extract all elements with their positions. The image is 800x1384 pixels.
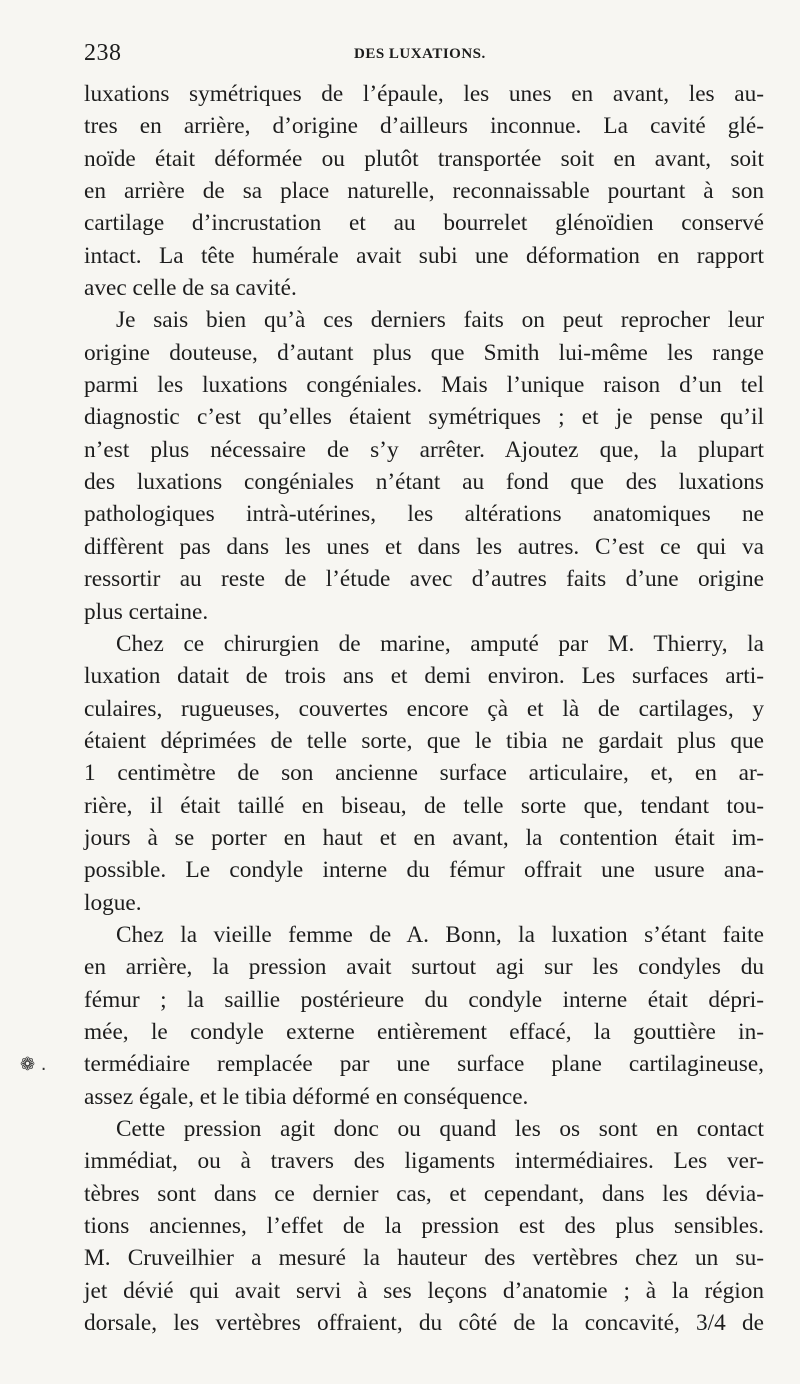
- text-line: assez égale, et le tibia déformé en conséquence.: [84, 1083, 529, 1110]
- text-line: en arrière, la pression avait surtout agi sur les condyles du: [84, 954, 764, 981]
- margin-mark-icon: ❁ .: [20, 1054, 47, 1075]
- text-line: cartilage d’incrustation et au bourrelet glénoïdien conservé: [84, 210, 764, 237]
- page-number: 238: [84, 40, 122, 66]
- text-line: Je sais bien qu’à ces derniers faits on peut reprocher leur: [116, 307, 764, 334]
- text-line: Cette pression agit donc ou quand les os sont en contact: [116, 1116, 764, 1142]
- text-line: immédiat, ou à travers des ligaments intermédiaires. Les ver-: [84, 1148, 764, 1175]
- text-line: pathologiques intrà-utérines, les altérations anatomiques ne: [84, 501, 764, 528]
- text-line: M. Cruveilhier a mesuré la hauteur des vertèbres chez un su-: [84, 1245, 764, 1272]
- text-line: étaient déprimées de telle sorte, que le tibia ne gardait plus que: [84, 727, 764, 754]
- text-line: jours à se porter en haut et en avant, la contention était im-: [84, 824, 764, 851]
- text-line: intact. La tête humérale avait subi une déformation en rapport: [84, 242, 764, 269]
- text-line: mée, le condyle externe entièrement effacé, la gouttière in-: [84, 1018, 764, 1045]
- text-line: 1 centimètre de son ancienne surface articulaire, et, en ar-: [84, 760, 764, 787]
- text-line: Chez ce chirurgien de marine, amputé par M. Thierry, la: [116, 630, 764, 657]
- text-line: n’est plus nécessaire de s’y arrêter. Ajoutez que, la plupart: [84, 436, 764, 463]
- text-line: termédiaire remplacée par une surface plane cartilagineuse,: [84, 1051, 764, 1078]
- text-line: luxations symétriques de l’épaule, les unes en avant, les au-: [84, 81, 764, 107]
- text-line: plus certaine.: [84, 598, 209, 625]
- text-line: tres en arrière, d’origine d’ailleurs inconnue. La cavité glé-: [84, 113, 764, 140]
- text-line: avec celle de sa cavité.: [84, 275, 297, 302]
- text-line: tèbres sont dans ce dernier cas, et cependant, dans les dévia-: [84, 1180, 764, 1207]
- text-line: rière, il était taillé en biseau, de telle sorte que, tendant tou-: [84, 792, 764, 819]
- text-line: diagnostic c’est qu’elles étaient symétriques ; et je pense qu’il: [84, 404, 764, 431]
- text-line: fémur ; la saillie postérieure du condyle interne était dépri-: [84, 986, 764, 1013]
- page-header: [84, 40, 764, 72]
- body-text: [84, 78, 764, 1339]
- running-title: DES LUXATIONS.: [354, 46, 486, 62]
- text-line: logue.: [84, 889, 142, 916]
- text-line: possible. Le condyle interne du fémur offrait une usure ana-: [84, 857, 764, 884]
- text-line: jet dévié qui avait servi à ses leçons d’anatomie ; à la région: [84, 1277, 764, 1304]
- text-line: luxation datait de trois ans et demi environ. Les surfaces arti-: [84, 663, 764, 690]
- text-line: parmi les luxations congéniales. Mais l’unique raison d’un tel: [84, 372, 764, 399]
- text-line: culaires, rugueuses, couvertes encore çà et là de cartilages, y: [84, 695, 764, 722]
- text-line: noïde était déformée ou plutôt transportée soit en avant, soit: [84, 145, 764, 172]
- text-line: origine douteuse, d’autant plus que Smith lui-même les range: [84, 339, 764, 366]
- text-line: ressortir au reste de l’étude avec d’autres faits d’une origine: [84, 566, 764, 593]
- text-line: en arrière de sa place naturelle, reconnaissable pourtant à son: [84, 178, 764, 205]
- text-line: des luxations congéniales n’étant au fond que des luxations: [84, 469, 764, 496]
- text-line: Chez la vieille femme de A. Bonn, la luxation s’étant faite: [116, 921, 764, 948]
- text-line: dorsale, les vertèbres offraient, du côté de la concavité, 3/4 de: [84, 1310, 764, 1337]
- text-line: diffèrent pas dans les unes et dans les autres. C’est ce qui va: [84, 533, 764, 560]
- text-line: tions anciennes, l’effet de la pression est des plus sensibles.: [84, 1213, 764, 1240]
